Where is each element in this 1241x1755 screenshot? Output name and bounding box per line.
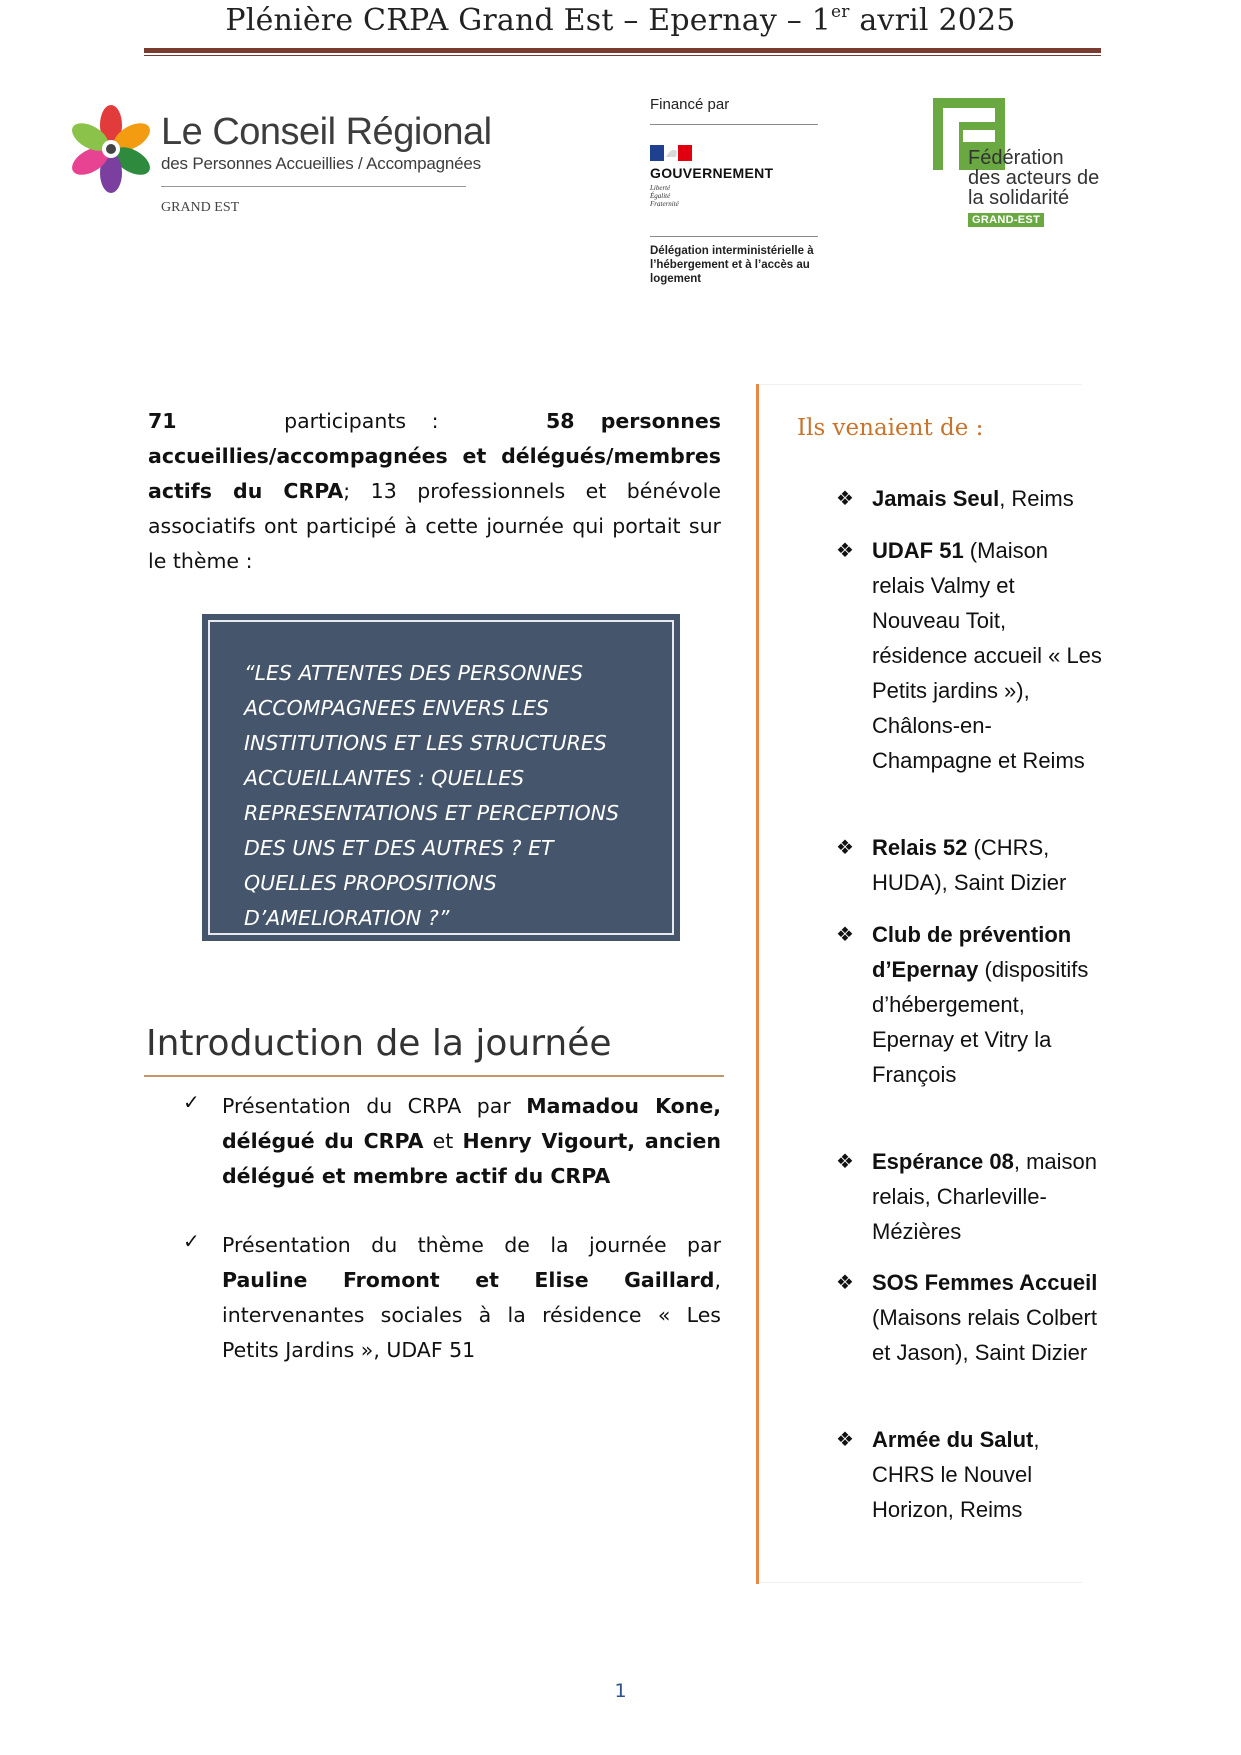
diamond-bullet-icon: ❖ bbox=[836, 538, 854, 562]
sidebar-item-name: SOS Femmes Accueil bbox=[872, 1270, 1098, 1295]
gouvernement-label: GOUVERNEMENT bbox=[650, 165, 774, 181]
crpa-flower-logo-icon bbox=[66, 104, 156, 194]
diamond-bullet-icon: ❖ bbox=[836, 922, 854, 946]
devise-fraternite: Fraternité bbox=[650, 200, 679, 208]
sidebar-item-name: Espérance 08 bbox=[872, 1149, 1014, 1174]
fas-line-3: la solidarité bbox=[968, 187, 1070, 209]
sidebar-item-detail: (dispositifs d’hébergement, Epernay et Vitry la François bbox=[872, 957, 1089, 1087]
sidebar-list-item bbox=[872, 481, 1102, 516]
sidebar-item-name: Armée du Salut bbox=[872, 1427, 1034, 1452]
page-header-title bbox=[0, 2, 1241, 38]
sidebar-bottom-edge bbox=[760, 1582, 1082, 1583]
diamond-bullet-icon: ❖ bbox=[836, 486, 854, 510]
diamond-bullet-icon: ❖ bbox=[836, 835, 854, 859]
header-title-text: Plénière CRPA Grand Est – Epernay – 1 bbox=[225, 3, 832, 38]
marianne-flag-icon bbox=[650, 145, 692, 161]
header-title-superscript: er bbox=[831, 2, 850, 22]
item-2-text-b: , intervenantes sociales à la résidence « Les Petits Jardins », UDAF 51 bbox=[222, 1268, 721, 1362]
header-rule-thin bbox=[144, 55, 1101, 56]
gouvernement-devise bbox=[650, 184, 679, 208]
header-rule-thick bbox=[144, 48, 1101, 53]
crpa-logo-name: Le Conseil Régional bbox=[161, 111, 492, 153]
intro-paragraph bbox=[148, 404, 721, 579]
delegation-label: Délégation interministérielle à l’hébergement et à l’accès au logement bbox=[650, 245, 814, 285]
sidebar-list-item bbox=[872, 1144, 1102, 1249]
sidebar-item-detail: (CHRS, HUDA), Saint Dizier bbox=[872, 835, 1067, 895]
financed-by-label: Financé par bbox=[650, 96, 730, 113]
crpa-logo-region: GRAND EST bbox=[161, 200, 240, 215]
item-2-text-a: Présentation du thème de la journée par bbox=[222, 1233, 721, 1257]
devise-egalite: Égalité bbox=[650, 192, 671, 200]
sidebar-item-name: Club de prévention d’Epernay bbox=[872, 922, 1072, 982]
fas-line-1: Fédération bbox=[968, 147, 1064, 169]
sidebar-accent-border bbox=[756, 384, 759, 1584]
persons-count-text: 58 personnes accueillies/accompagnées et délégués/membres actifs du CRPA bbox=[148, 409, 721, 503]
checkmark-icon: ✓ bbox=[183, 1090, 200, 1114]
item-1-bold-a: Mamadou Kone, délégué du CRPA bbox=[222, 1094, 722, 1153]
sidebar-item-name: Jamais Seul bbox=[872, 486, 1000, 511]
header-title-end: avril 2025 bbox=[849, 3, 1016, 38]
fas-logo-text bbox=[968, 148, 1099, 208]
intro-item-2 bbox=[222, 1228, 721, 1368]
financed-by-divider bbox=[650, 124, 818, 125]
diamond-bullet-icon: ❖ bbox=[836, 1427, 854, 1451]
sidebar-item-detail: , Reims bbox=[999, 486, 1074, 511]
section-title: Introduction de la journée bbox=[146, 1023, 612, 1064]
sidebar-item-detail: (Maison relais Valmy et Nouveau Toit, résidence accueil « Les Petits jardins »), Châlons-en-Champagne et Reims bbox=[872, 538, 1102, 773]
intro-item-1 bbox=[222, 1089, 721, 1194]
sidebar-item-detail: , CHRS le Nouvel Horizon, Reims bbox=[872, 1427, 1040, 1522]
diamond-bullet-icon: ❖ bbox=[836, 1149, 854, 1173]
theme-quote: “LES ATTENTES DES PERSONNES ACCOMPAGNEES ENVERS LES INSTITUTIONS ET LES STRUCTURES ACCUEILLANTES : QUELLES REPRESENTATIONS ET PERCEPTIONS DES UNS ET DES AUTRES ? ET QUELLES PROPOSITIONS D’AMELIORATION ?” bbox=[244, 661, 620, 930]
sidebar-item-detail: (Maisons relais Colbert et Jason), Saint Dizier bbox=[872, 1305, 1097, 1365]
item-1-bold-b: Henry Vigourt, ancien délégué et membre actif du CRPA bbox=[222, 1129, 722, 1188]
theme-box bbox=[202, 614, 680, 941]
participants-label: participants : bbox=[284, 409, 439, 433]
crpa-logo-subtitle: des Personnes Accueillies / Accompagnées bbox=[161, 154, 481, 173]
sidebar-list-item bbox=[872, 917, 1102, 1092]
sidebar-list-item bbox=[872, 1265, 1102, 1370]
sidebar-title: Ils venaient de : bbox=[797, 415, 984, 441]
gouvernement-divider bbox=[650, 236, 818, 237]
sidebar-list-item bbox=[872, 830, 1102, 900]
sidebar-top-edge bbox=[760, 384, 1082, 385]
diamond-bullet-icon: ❖ bbox=[836, 1270, 854, 1294]
sidebar-list-item bbox=[872, 533, 1102, 778]
section-title-rule bbox=[144, 1075, 724, 1077]
fas-line-2: des acteurs de bbox=[968, 167, 1100, 189]
participants-count: 71 bbox=[148, 409, 177, 433]
page-number: 1 bbox=[614, 1680, 627, 1702]
intro-rest-text: ; 13 professionnels et bénévole associatifs ont participé à cette journée qui portait sur le thème : bbox=[148, 479, 721, 573]
checkmark-icon: ✓ bbox=[183, 1229, 200, 1253]
crpa-logo-divider bbox=[161, 186, 466, 187]
fas-region-badge: GRAND-EST bbox=[968, 213, 1044, 227]
sidebar-item-name: UDAF 51 bbox=[872, 538, 964, 563]
devise-liberte: Liberté bbox=[650, 184, 671, 192]
sidebar-item-name: Relais 52 bbox=[872, 835, 968, 860]
item-1-text-b: et bbox=[423, 1129, 463, 1153]
sidebar-item-detail: , maison relais, Charleville-Mézières bbox=[872, 1149, 1098, 1244]
item-2-bold-a: Pauline Fromont et Elise Gaillard bbox=[222, 1268, 715, 1292]
item-1-text-a: Présentation du CRPA par bbox=[222, 1094, 527, 1118]
sidebar-list-item bbox=[872, 1422, 1102, 1527]
